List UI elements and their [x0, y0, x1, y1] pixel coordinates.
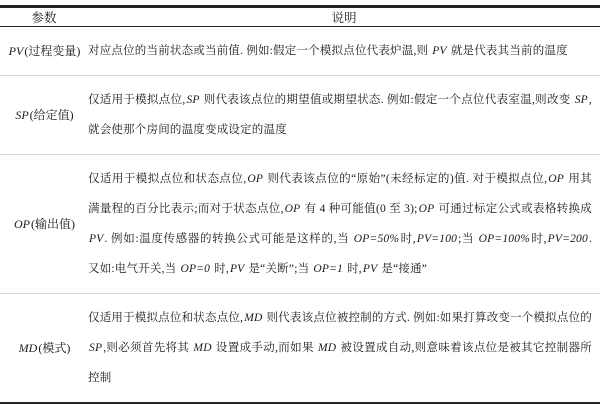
param-label-pv: PV(过程变量) — [8, 44, 81, 58]
param-label-op: OP(输出值) — [14, 217, 75, 231]
param-description-pv: 对应点位的当前状态或当前值. 例如:假定一个模拟点位代表炉温,则 PV 就是代表其当前的温度 — [88, 45, 568, 57]
column-header-parameter: 参数 — [31, 11, 57, 25]
table-row-pv — [0, 27, 600, 76]
param-description-sp: 仅适用于模拟点位,SP 则代表该点位的期望值或期望状态. 例如:假定一个点位代表室温,则改变 SP,就会使那个房间的温度变成设定的温度 — [88, 94, 592, 136]
table-row-md — [0, 294, 600, 402]
table-body — [0, 27, 600, 402]
param-description-md: 仅适用于模拟点位和状态点位,MD 则代表该点位被控制的方式. 例如:如果打算改变一个模拟点位的 SP,则必须首先将其 MD 设置成手动,而如果 MD 被设置成自动,则意味着该点位是被其它控制器所控制 — [88, 312, 593, 384]
table-row-sp — [0, 76, 600, 155]
param-description-op: 仅适用于模拟点位和状态点位,OP 则代表该点位的“原始”(未经标定的)值. 对于模拟点位,OP 用其满量程的百分比表示;而对于状态点位,OP 有 4 种可能值(0 至 3);OP 可通过标定公式或表格转换成 PV. 例如:温度传感器的转换公式可能是这样的,当 OP=50%时,PV=100;当 OP=100%时,PV=200. 又如:电气开关,当 OP=0 时,PV 是“关断”;当 OP=1 时,PV 是“接通” — [88, 173, 593, 275]
table-row-op — [0, 155, 600, 294]
param-label-md: MD(模式) — [18, 341, 71, 355]
table-header-row — [0, 8, 600, 27]
column-header-description: 说明 — [331, 11, 357, 25]
param-label-sp: SP(给定值) — [15, 108, 74, 122]
